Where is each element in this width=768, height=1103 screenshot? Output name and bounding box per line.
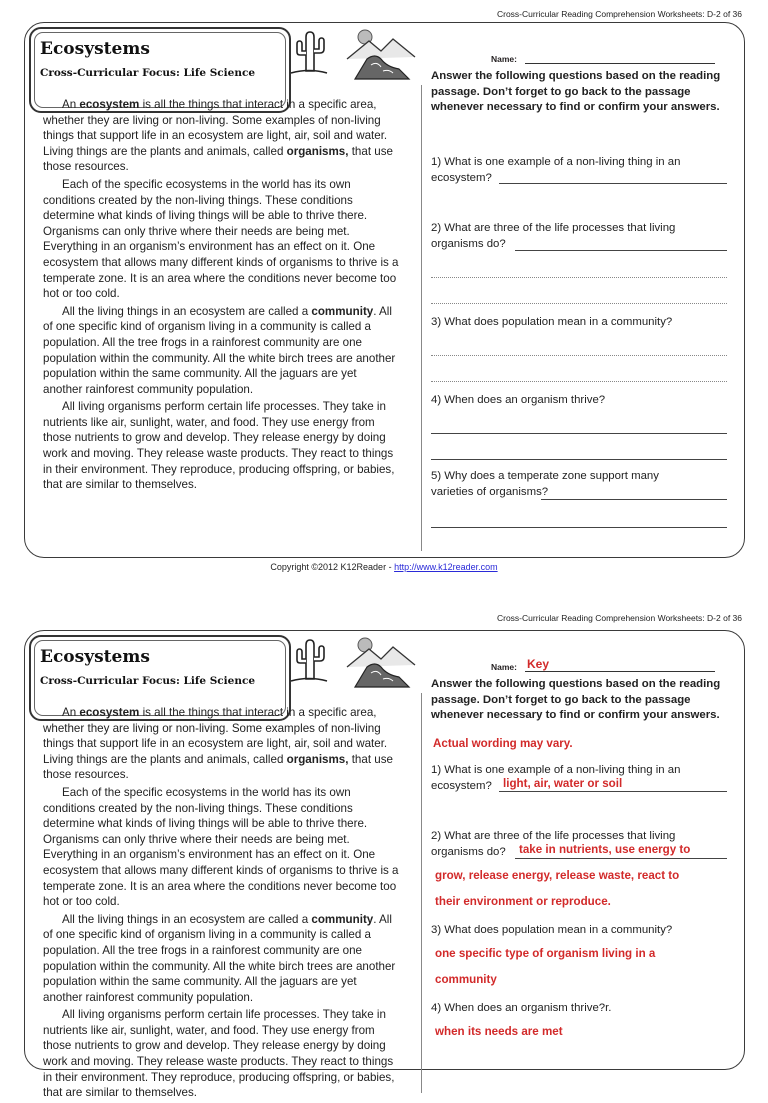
instructions: Answer the following questions based on the reading passage. Don’t forget to go back to the passage whenever necessary to find or confirm your answers. <box>431 70 721 114</box>
passage-paragraph: Each of the specific ecosystems in the world has its own conditions created by the non-living things. These conditions determine what kinds of living things will be able to thrive there. Organisms can only thrive where their needs are being met. Everything in an organism’s environment has an effect on it. One ecosystem that allows many different kinds of organisms to thrive is a temperate zone. It is an area where the conditions never become too hot or too cold. <box>43 785 399 909</box>
passage-paragraph: All living organisms perform certain life processes. They take in nutrients like air, sunlight, water, and food. They use energy from those nutrients to grow and develop. They release energy by doing work and moving. They release waste products. They react to things in their environment. They reproduce, producing offspring, or babies, that are similar to themselves. <box>43 1008 395 1100</box>
answer-note: Actual wording may vary. <box>433 737 573 750</box>
question-1: 1) What is one example of a non-living thing in an ecosystem? <box>431 764 681 792</box>
column-divider <box>421 693 422 1093</box>
worksheet-answer-key <box>24 630 745 1100</box>
k12reader-link[interactable]: http://www.k12reader.com <box>394 562 498 572</box>
answer-2-line-3: their environment or reproduce. <box>435 895 611 908</box>
answer-1: light, air, water or soil <box>503 777 623 790</box>
desert-landscape-icon <box>347 633 415 689</box>
answer-line[interactable] <box>515 236 727 251</box>
question-1: 1) What is one example of a non-living thing in an ecosystem? <box>431 156 681 184</box>
worksheet-subtitle: Cross-Curricular Focus: Life Science <box>40 675 256 687</box>
passage-paragraph: Each of the specific ecosystems in the world has its own conditions created by the non-living things. These conditions determine what kinds of living things will be able to thrive there. Organisms can only thrive where their needs are being met. Everything in an organism’s environment has an effect on it. One ecosystem that allows many different kinds of organisms to thrive is a temperate zone. It is an area where the conditions never become too hot or too cold. <box>43 177 399 301</box>
answer-line[interactable] <box>431 513 727 528</box>
name-field[interactable]: Name: <box>491 53 715 64</box>
column-divider <box>421 85 422 551</box>
question-3: 3) What does population mean in a community? <box>431 316 673 328</box>
answer-line[interactable] <box>431 263 727 278</box>
question-3: 3) What does population mean in a community? <box>431 924 673 936</box>
worksheet-blank <box>24 22 745 558</box>
answer-line[interactable] <box>431 341 727 356</box>
worksheet-reference: Cross-Curricular Reading Comprehension Worksheets: D-2 of 36 <box>496 613 742 623</box>
reading-passage <box>43 97 399 495</box>
answer-2-line-2: grow, release energy, release waste, react to <box>435 869 680 882</box>
name-answer: Key <box>526 657 549 671</box>
answer-3-line-2: community <box>435 973 497 986</box>
passage-paragraph: An ecosystem is all the things that interact in a specific area, whether they are living or non-living. Some examples of non-living things that support life in an ecosystem are light, air, soil and water. Living things are the plants and animals, called organisms, that use those resources. <box>43 706 393 782</box>
answer-2-line-1: take in nutrients, use energy to <box>519 843 691 856</box>
passage-paragraph: All the living things in an ecosystem are called a community. All of one specific kind of organism living in a community is called a population. All the tree frogs in a rainforest community are one population within the community. All the white birch trees are another population within the same community. All the jaguars are yet another rainforest community population. <box>43 912 396 1004</box>
passage-paragraph: An ecosystem is all the things that interact in a specific area, whether they are living or non-living. Some examples of non-living things that support life in an ecosystem are light, air, soil and water. Living things are the plants and animals, called organisms, that use those resources. <box>43 98 393 174</box>
question-5: 5) Why does a temperate zone support many varieties of organisms? <box>431 470 659 498</box>
question-2: 2) What are three of the life processes that living organisms do? <box>431 222 676 250</box>
answer-4: when its needs are met <box>435 1025 563 1038</box>
cactus-icon <box>289 27 329 77</box>
desert-landscape-icon <box>347 25 415 81</box>
worksheet-title: Ecosystems <box>40 39 150 59</box>
answer-line[interactable] <box>431 289 727 304</box>
cactus-icon <box>289 635 329 685</box>
worksheet-reference: Cross-Curricular Reading Comprehension Worksheets: D-2 of 36 <box>496 9 742 19</box>
passage-paragraph: All the living things in an ecosystem are called a community. All of one specific kind of organism living in a community is called a population. All the tree frogs in a rainforest community are one population within the community. All the white birch trees are another population within the same community. All the jaguars are yet another rainforest community population. <box>43 304 396 396</box>
answer-line[interactable] <box>499 169 727 184</box>
answer-line[interactable] <box>541 485 727 500</box>
worksheet-subtitle: Cross-Curricular Focus: Life Science <box>40 67 256 79</box>
question-4: 4) When does an organism thrive?r. <box>431 1002 612 1014</box>
reading-passage <box>43 705 399 1103</box>
question-2: 2) What are three of the life processes that living organisms do? <box>431 830 676 858</box>
answer-line[interactable] <box>431 445 727 460</box>
name-field[interactable]: Name: Key <box>491 661 715 672</box>
question-4: 4) When does an organism thrive? <box>431 394 606 406</box>
instructions: Answer the following questions based on the reading passage. Don’t forget to go back to the passage whenever necessary to find or confirm your answers. <box>431 678 721 722</box>
answer-line[interactable] <box>431 419 727 434</box>
answer-3-line-1: one specific type of organism living in a <box>435 947 656 960</box>
passage-paragraph: All living organisms perform certain life processes. They take in nutrients like air, sunlight, water, and food. They use energy from those nutrients to grow and develop. They release energy by doing work and moving. They release waste products. They react to things in their environment. They reproduce, producing offspring, or babies, that are similar to themselves. <box>43 400 395 492</box>
copyright-footer: Copyright ©2012 K12Reader - http://www.k12reader.com <box>270 562 498 572</box>
answer-line[interactable] <box>431 367 727 382</box>
worksheet-title: Ecosystems <box>40 647 150 667</box>
